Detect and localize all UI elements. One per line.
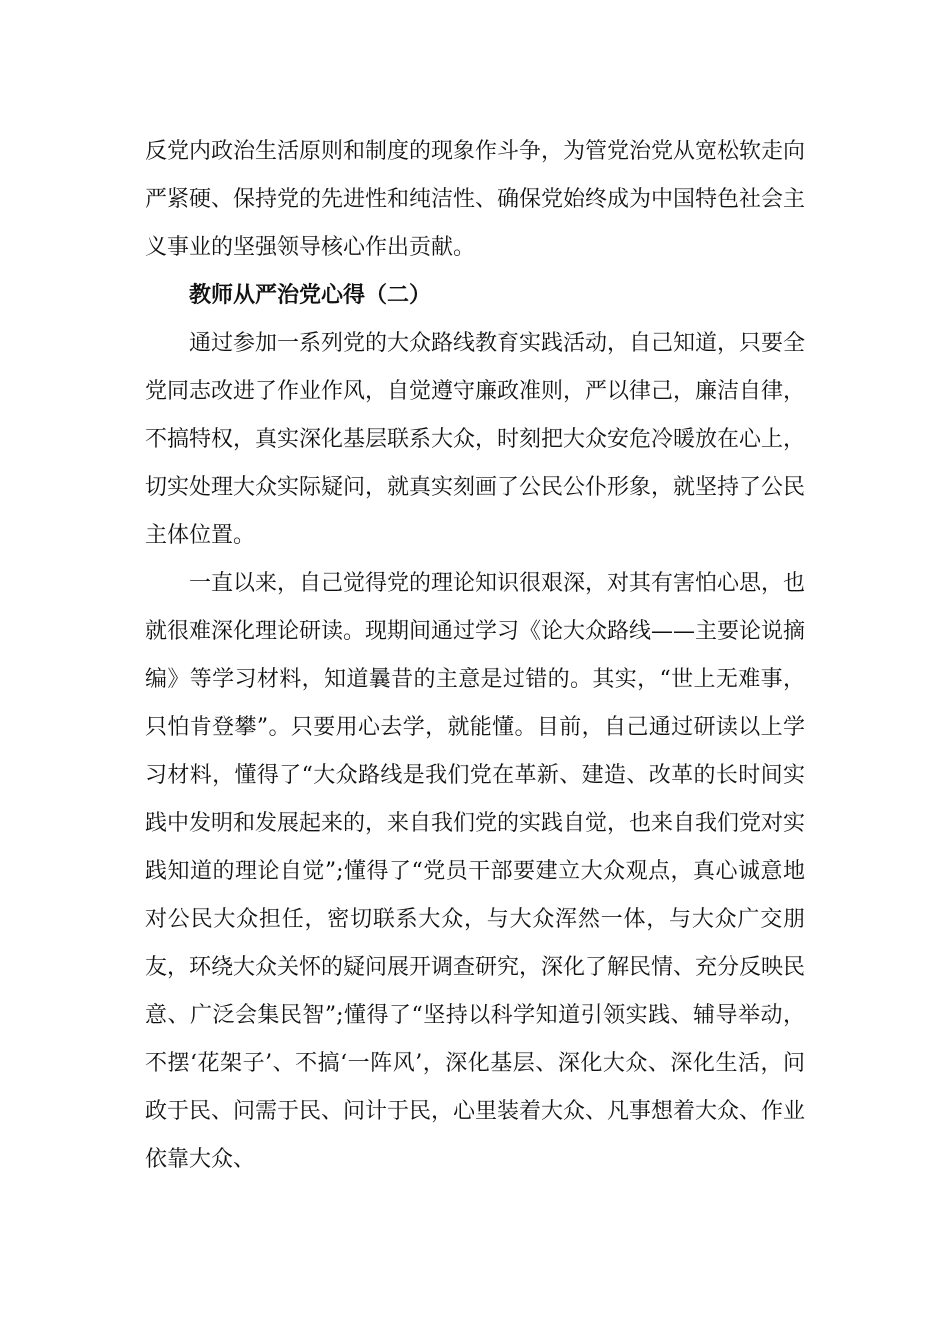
body-paragraph-1: 通过参加一系列党的大众路线教育实践活动，自己知道，只要全党同志改进了作业作风，自觉遵守廉政准则，严以律己，廉洁自律，不搞特权，真实深化基层联系大众，时刻把大众安危冷暖放在心上，切实处理大众实际疑问，就真实刻画了公民公仆形象，就坚持了公民主体位置。	[145, 331, 806, 548]
continuation-paragraph: 反党内政治生活原则和制度的现象作斗争，为管党治党从宽松软走向严紧硬、保持党的先进性和纯洁性、确保党始终成为中国特色社会主义事业的坚强领导核心作出贡献。	[145, 139, 806, 260]
section-heading: 教师从严治党心得（二）	[189, 283, 432, 308]
document-body	[145, 128, 805, 1184]
body-paragraph-2: 一直以来，自己觉得党的理论知识很艰深，对其有害怕心思，也就很难深化理论研读。现期间通过学习《论大众路线——主要论说摘编》等学习材料，知道曩昔的主意是过错的。其实，“世上无难事，只怕肯登攀”。只要用心去学，就能懂。目前，自己通过研读以上学习材料，懂得了“大众路线是我们党在革新、建造、改革的长时间实践中发明和发展起来的，来自我们党的实践自觉，也来自我们党对实践知道的理论自觉”;懂得了“党员干部要建立大众观点，真心诚意地对公民大众担任，密切联系大众，与大众浑然一体，与大众广交朋友，环绕大众关怀的疑问展开调查研究，深化了解民情、充分反映民意、广泛会集民智”;懂得了“坚持以科学知道引领实践、辅导举动，不摆‘花架子’、不搞‘一阵风’，深化基层、深化大众、深化生活，问政于民、问需于民、问计于民，心里装着大众、凡事想着大众、作业依靠大众、	[145, 571, 806, 1172]
